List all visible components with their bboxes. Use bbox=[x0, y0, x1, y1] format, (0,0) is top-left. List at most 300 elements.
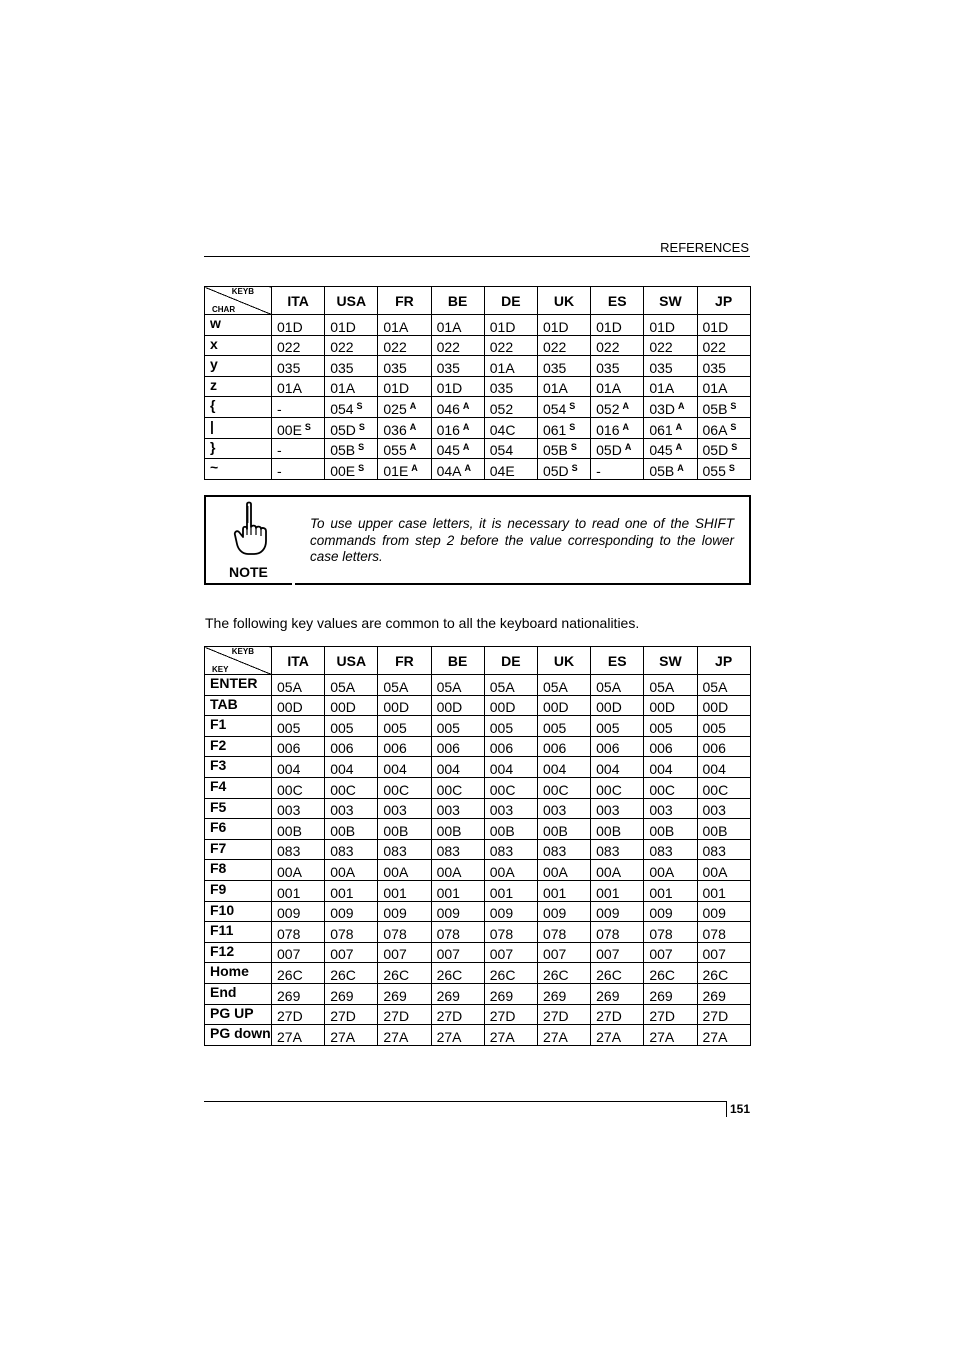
code-cell bbox=[591, 417, 644, 438]
modifier-flag: A bbox=[675, 421, 683, 432]
code-cell bbox=[325, 459, 378, 480]
code-value: 01A bbox=[436, 318, 462, 335]
code-cell: 001 bbox=[325, 880, 378, 901]
code-value: 01A bbox=[596, 380, 622, 397]
code-cell: 05A bbox=[378, 675, 431, 696]
row-label: Home bbox=[205, 963, 272, 984]
code-cell: 00B bbox=[591, 819, 644, 840]
code-cell: 00B bbox=[644, 819, 697, 840]
code-value: 022 bbox=[596, 339, 620, 356]
row-label: F9 bbox=[205, 880, 272, 901]
row-label: F2 bbox=[205, 736, 272, 757]
code-value: 01A bbox=[383, 318, 409, 335]
code-cell bbox=[644, 315, 697, 336]
code-value: - bbox=[277, 442, 282, 459]
code-cell bbox=[697, 335, 750, 356]
code-value: 022 bbox=[383, 339, 407, 356]
code-value: 01A bbox=[489, 359, 515, 376]
code-cell bbox=[537, 459, 590, 480]
code-cell bbox=[697, 438, 750, 459]
code-value: 052 bbox=[596, 400, 620, 417]
code-cell: 05A bbox=[591, 675, 644, 696]
code-cell: 27A bbox=[537, 1025, 590, 1046]
code-cell bbox=[431, 438, 484, 459]
code-cell: 009 bbox=[378, 901, 431, 922]
code-cell bbox=[325, 315, 378, 336]
code-cell bbox=[644, 438, 697, 459]
code-cell: 00B bbox=[484, 819, 537, 840]
code-cell: 27A bbox=[325, 1025, 378, 1046]
modifier-flag: S bbox=[358, 462, 365, 473]
modifier-flag: S bbox=[730, 421, 737, 432]
code-value: 045 bbox=[649, 442, 673, 459]
code-cell bbox=[591, 376, 644, 397]
code-cell bbox=[325, 438, 378, 459]
table-row bbox=[205, 736, 751, 757]
code-value: 05D bbox=[596, 442, 622, 459]
code-cell: 009 bbox=[325, 901, 378, 922]
code-cell bbox=[484, 397, 537, 418]
code-value: 05D bbox=[542, 462, 569, 479]
code-cell: 26C bbox=[537, 963, 590, 984]
code-cell: 00C bbox=[431, 777, 484, 798]
code-cell: 269 bbox=[537, 983, 590, 1004]
code-value: 05B bbox=[702, 400, 728, 417]
table-row bbox=[205, 417, 751, 438]
modifier-flag: S bbox=[304, 421, 311, 432]
code-cell: 083 bbox=[591, 839, 644, 860]
code-cell: 27D bbox=[537, 1004, 590, 1025]
code-cell: 009 bbox=[484, 901, 537, 922]
code-cell: 083 bbox=[378, 839, 431, 860]
code-cell: 27D bbox=[697, 1004, 750, 1025]
code-value: 054 bbox=[330, 400, 354, 417]
code-cell: 00C bbox=[378, 777, 431, 798]
table-row bbox=[205, 839, 751, 860]
code-cell: 004 bbox=[272, 757, 325, 778]
code-cell: 00A bbox=[378, 860, 431, 881]
code-cell bbox=[325, 356, 378, 377]
code-cell: 269 bbox=[431, 983, 484, 1004]
modifier-flag: S bbox=[570, 442, 577, 453]
code-cell: 005 bbox=[537, 716, 590, 737]
code-value: 035 bbox=[436, 359, 460, 376]
page-number: 151 bbox=[726, 1101, 750, 1117]
code-cell: 004 bbox=[537, 757, 590, 778]
column-header-uk: UK bbox=[537, 287, 590, 315]
code-cell: 00A bbox=[644, 860, 697, 881]
code-cell: 007 bbox=[537, 942, 590, 963]
corner-key-label: KEY bbox=[212, 665, 229, 674]
table-row bbox=[205, 922, 751, 943]
row-label: z bbox=[205, 376, 272, 397]
code-value: 01A bbox=[330, 380, 356, 397]
code-cell: 005 bbox=[484, 716, 537, 737]
code-cell bbox=[378, 417, 431, 438]
code-cell bbox=[431, 315, 484, 336]
table-row bbox=[205, 819, 751, 840]
code-cell bbox=[591, 335, 644, 356]
code-cell: 00D bbox=[537, 695, 590, 716]
code-cell bbox=[325, 417, 378, 438]
code-cell bbox=[697, 459, 750, 480]
modifier-flag: S bbox=[358, 442, 365, 453]
code-value: 04A bbox=[436, 462, 462, 479]
code-cell bbox=[378, 459, 431, 480]
table-row bbox=[205, 397, 751, 418]
modifier-flag: A bbox=[462, 442, 470, 453]
code-value: 04E bbox=[489, 462, 515, 479]
code-value: 022 bbox=[702, 339, 726, 356]
row-label: | bbox=[205, 417, 272, 438]
code-cell: 078 bbox=[537, 922, 590, 943]
code-cell: 007 bbox=[484, 942, 537, 963]
code-cell: 083 bbox=[537, 839, 590, 860]
code-cell: 00C bbox=[537, 777, 590, 798]
row-label: F10 bbox=[205, 901, 272, 922]
modifier-flag: A bbox=[624, 442, 632, 453]
code-cell: 006 bbox=[537, 736, 590, 757]
code-cell: 26C bbox=[644, 963, 697, 984]
code-value: 022 bbox=[436, 339, 460, 356]
code-cell: 05A bbox=[644, 675, 697, 696]
code-cell: 009 bbox=[272, 901, 325, 922]
code-cell: 00B bbox=[272, 819, 325, 840]
code-cell bbox=[325, 376, 378, 397]
code-cell: 007 bbox=[644, 942, 697, 963]
code-cell: 009 bbox=[644, 901, 697, 922]
modifier-flag: A bbox=[462, 400, 470, 411]
modifier-flag: A bbox=[409, 421, 417, 432]
code-cell: 00B bbox=[697, 819, 750, 840]
column-header-de: DE bbox=[484, 287, 537, 315]
code-cell: 00D bbox=[378, 695, 431, 716]
code-cell bbox=[697, 397, 750, 418]
code-cell: 078 bbox=[378, 922, 431, 943]
code-value: 046 bbox=[436, 400, 460, 417]
code-cell: 269 bbox=[378, 983, 431, 1004]
code-value: - bbox=[596, 462, 601, 479]
code-cell: 00D bbox=[272, 695, 325, 716]
code-cell: 27D bbox=[644, 1004, 697, 1025]
code-cell: 078 bbox=[697, 922, 750, 943]
table-row bbox=[205, 983, 751, 1004]
code-cell bbox=[537, 356, 590, 377]
row-label: PG down bbox=[205, 1025, 272, 1046]
code-value: 016 bbox=[436, 421, 460, 438]
row-label: TAB bbox=[205, 695, 272, 716]
row-label: End bbox=[205, 983, 272, 1004]
code-cell: 00A bbox=[697, 860, 750, 881]
code-cell bbox=[484, 459, 537, 480]
modifier-flag: S bbox=[728, 462, 735, 473]
code-value: 05D bbox=[330, 421, 356, 438]
code-cell: 005 bbox=[697, 716, 750, 737]
code-cell: 26C bbox=[484, 963, 537, 984]
code-cell: 05A bbox=[697, 675, 750, 696]
code-cell: 00A bbox=[272, 860, 325, 881]
code-cell: 05A bbox=[272, 675, 325, 696]
modifier-flag: A bbox=[462, 421, 470, 432]
row-label: F8 bbox=[205, 860, 272, 881]
code-cell: 00A bbox=[591, 860, 644, 881]
code-cell bbox=[272, 438, 325, 459]
code-cell: 00A bbox=[537, 860, 590, 881]
code-cell bbox=[537, 315, 590, 336]
code-value: - bbox=[277, 462, 282, 479]
code-value: 01A bbox=[277, 380, 302, 397]
code-cell: 078 bbox=[644, 922, 697, 943]
note-box bbox=[204, 495, 751, 585]
modifier-flag: A bbox=[464, 462, 471, 473]
code-cell bbox=[272, 397, 325, 418]
row-label: F1 bbox=[205, 716, 272, 737]
table-row bbox=[205, 315, 751, 336]
code-cell: 26C bbox=[272, 963, 325, 984]
code-cell bbox=[591, 438, 644, 459]
code-cell: 083 bbox=[484, 839, 537, 860]
code-cell: 005 bbox=[325, 716, 378, 737]
code-cell bbox=[378, 356, 431, 377]
code-cell: 269 bbox=[697, 983, 750, 1004]
row-label: F11 bbox=[205, 922, 272, 943]
modifier-flag: A bbox=[678, 400, 685, 411]
code-cell: 083 bbox=[272, 839, 325, 860]
note-divider-gap bbox=[292, 578, 295, 586]
code-value: 061 bbox=[542, 421, 567, 438]
table-row bbox=[205, 438, 751, 459]
code-cell: 00C bbox=[484, 777, 537, 798]
modifier-flag: A bbox=[409, 400, 417, 411]
code-cell: 27A bbox=[431, 1025, 484, 1046]
code-cell: 001 bbox=[697, 880, 750, 901]
code-cell: 00A bbox=[325, 860, 378, 881]
code-cell: 003 bbox=[272, 798, 325, 819]
code-cell bbox=[537, 397, 590, 418]
code-cell: 269 bbox=[272, 983, 325, 1004]
code-cell: 26C bbox=[591, 963, 644, 984]
column-header-es: ES bbox=[591, 287, 644, 315]
table-row bbox=[205, 757, 751, 778]
code-cell bbox=[537, 417, 590, 438]
column-header-ita: ITA bbox=[272, 287, 325, 315]
code-cell: 05A bbox=[325, 675, 378, 696]
code-cell bbox=[644, 356, 697, 377]
table-row bbox=[205, 716, 751, 737]
code-cell bbox=[431, 459, 484, 480]
code-value: 01E bbox=[383, 462, 409, 479]
table-row bbox=[205, 459, 751, 480]
table-row bbox=[205, 963, 751, 984]
code-value: 01D bbox=[702, 318, 729, 335]
code-cell bbox=[591, 459, 644, 480]
code-cell: 083 bbox=[644, 839, 697, 860]
code-cell: 003 bbox=[644, 798, 697, 819]
column-header-ita: ITA bbox=[272, 647, 325, 675]
code-value: 055 bbox=[383, 442, 407, 459]
table-row bbox=[205, 376, 751, 397]
section-header: REFERENCES bbox=[660, 240, 749, 255]
table-row bbox=[205, 1004, 751, 1025]
table-corner-cell bbox=[205, 287, 272, 315]
code-cell: 003 bbox=[431, 798, 484, 819]
code-value: 035 bbox=[277, 359, 301, 376]
code-cell: 001 bbox=[644, 880, 697, 901]
code-cell: 004 bbox=[697, 757, 750, 778]
code-cell: 078 bbox=[591, 922, 644, 943]
row-label: x bbox=[205, 335, 272, 356]
key-code-table bbox=[204, 646, 751, 1046]
code-value: 052 bbox=[489, 400, 514, 417]
row-label: PG UP bbox=[205, 1004, 272, 1025]
code-cell: 05A bbox=[484, 675, 537, 696]
code-cell bbox=[431, 376, 484, 397]
code-cell: 00B bbox=[537, 819, 590, 840]
code-value: 035 bbox=[330, 359, 354, 376]
code-cell: 009 bbox=[591, 901, 644, 922]
code-value: - bbox=[277, 400, 282, 417]
code-cell bbox=[378, 397, 431, 418]
table-corner-cell bbox=[205, 647, 272, 675]
table-row bbox=[205, 675, 751, 696]
table-row bbox=[205, 798, 751, 819]
code-cell: 00C bbox=[272, 777, 325, 798]
code-cell: 27A bbox=[644, 1025, 697, 1046]
code-cell: 003 bbox=[591, 798, 644, 819]
code-cell bbox=[644, 397, 697, 418]
code-cell: 006 bbox=[325, 736, 378, 757]
code-cell bbox=[484, 335, 537, 356]
code-cell: 001 bbox=[431, 880, 484, 901]
code-cell bbox=[431, 397, 484, 418]
code-cell: 05A bbox=[431, 675, 484, 696]
note-label: NOTE bbox=[229, 564, 268, 580]
code-cell: 004 bbox=[644, 757, 697, 778]
code-cell bbox=[272, 459, 325, 480]
column-header-be: BE bbox=[431, 647, 484, 675]
code-cell: 009 bbox=[537, 901, 590, 922]
modifier-flag: A bbox=[409, 442, 417, 453]
modifier-flag: S bbox=[358, 421, 365, 432]
code-cell bbox=[325, 397, 378, 418]
code-value: 06A bbox=[702, 421, 728, 438]
code-cell: 007 bbox=[591, 942, 644, 963]
row-label: ENTER bbox=[205, 675, 272, 696]
column-header-usa: USA bbox=[325, 287, 378, 315]
code-cell bbox=[484, 356, 537, 377]
modifier-flag: A bbox=[622, 400, 629, 411]
modifier-flag: A bbox=[411, 462, 418, 473]
code-cell: 078 bbox=[325, 922, 378, 943]
code-cell bbox=[484, 417, 537, 438]
code-cell: 003 bbox=[697, 798, 750, 819]
code-cell: 00D bbox=[325, 695, 378, 716]
code-cell bbox=[378, 438, 431, 459]
row-label: } bbox=[205, 438, 272, 459]
code-value: 035 bbox=[542, 359, 567, 376]
code-cell: 00D bbox=[644, 695, 697, 716]
code-cell bbox=[272, 335, 325, 356]
code-cell: 27A bbox=[378, 1025, 431, 1046]
code-value: 03D bbox=[649, 400, 675, 417]
code-value: 01D bbox=[649, 318, 675, 335]
row-label: y bbox=[205, 356, 272, 377]
code-cell: 007 bbox=[697, 942, 750, 963]
code-value: 061 bbox=[649, 421, 673, 438]
code-value: 05B bbox=[542, 442, 568, 459]
column-header-be: BE bbox=[431, 287, 484, 315]
code-cell: 27A bbox=[591, 1025, 644, 1046]
code-value: 05B bbox=[649, 462, 675, 479]
code-cell: 00C bbox=[325, 777, 378, 798]
modifier-flag: A bbox=[677, 462, 684, 473]
code-value: 022 bbox=[489, 339, 514, 356]
code-cell bbox=[697, 356, 750, 377]
code-cell bbox=[484, 315, 537, 336]
code-cell bbox=[697, 417, 750, 438]
code-cell: 078 bbox=[431, 922, 484, 943]
code-cell: 27D bbox=[431, 1004, 484, 1025]
table-row bbox=[205, 335, 751, 356]
header-rule bbox=[204, 256, 750, 257]
code-cell: 004 bbox=[591, 757, 644, 778]
table-row bbox=[205, 1025, 751, 1046]
code-value: 05B bbox=[330, 442, 356, 459]
code-cell: 004 bbox=[325, 757, 378, 778]
code-cell bbox=[272, 315, 325, 336]
code-value: 045 bbox=[436, 442, 460, 459]
code-cell: 269 bbox=[484, 983, 537, 1004]
code-cell: 006 bbox=[272, 736, 325, 757]
code-cell bbox=[431, 356, 484, 377]
corner-char-label: CHAR bbox=[212, 305, 236, 314]
column-header-sw: SW bbox=[644, 287, 697, 315]
code-value: 01D bbox=[436, 380, 463, 397]
table-header-row bbox=[205, 287, 751, 315]
code-cell: 005 bbox=[378, 716, 431, 737]
code-cell: 083 bbox=[697, 839, 750, 860]
code-cell: 078 bbox=[484, 922, 537, 943]
code-cell: 003 bbox=[484, 798, 537, 819]
code-cell: 27D bbox=[325, 1004, 378, 1025]
column-header-uk: UK bbox=[537, 647, 590, 675]
row-label: F5 bbox=[205, 798, 272, 819]
code-cell: 007 bbox=[325, 942, 378, 963]
code-value: 04C bbox=[489, 421, 516, 438]
code-value: 035 bbox=[383, 359, 407, 376]
code-value: 01D bbox=[330, 318, 356, 335]
code-cell: 007 bbox=[431, 942, 484, 963]
code-cell: 26C bbox=[325, 963, 378, 984]
code-cell bbox=[697, 315, 750, 336]
code-cell: 005 bbox=[272, 716, 325, 737]
code-cell: 001 bbox=[537, 880, 590, 901]
row-label: F3 bbox=[205, 757, 272, 778]
code-cell: 27D bbox=[484, 1004, 537, 1025]
table-row bbox=[205, 880, 751, 901]
code-cell: 006 bbox=[378, 736, 431, 757]
code-cell: 00D bbox=[484, 695, 537, 716]
code-value: 05D bbox=[702, 442, 729, 459]
code-cell: 00B bbox=[325, 819, 378, 840]
column-header-jp: JP bbox=[697, 287, 750, 315]
code-cell: 00D bbox=[431, 695, 484, 716]
code-cell bbox=[431, 335, 484, 356]
code-cell: 00A bbox=[431, 860, 484, 881]
code-value: 01D bbox=[383, 380, 410, 397]
code-cell bbox=[378, 315, 431, 336]
code-cell bbox=[591, 397, 644, 418]
